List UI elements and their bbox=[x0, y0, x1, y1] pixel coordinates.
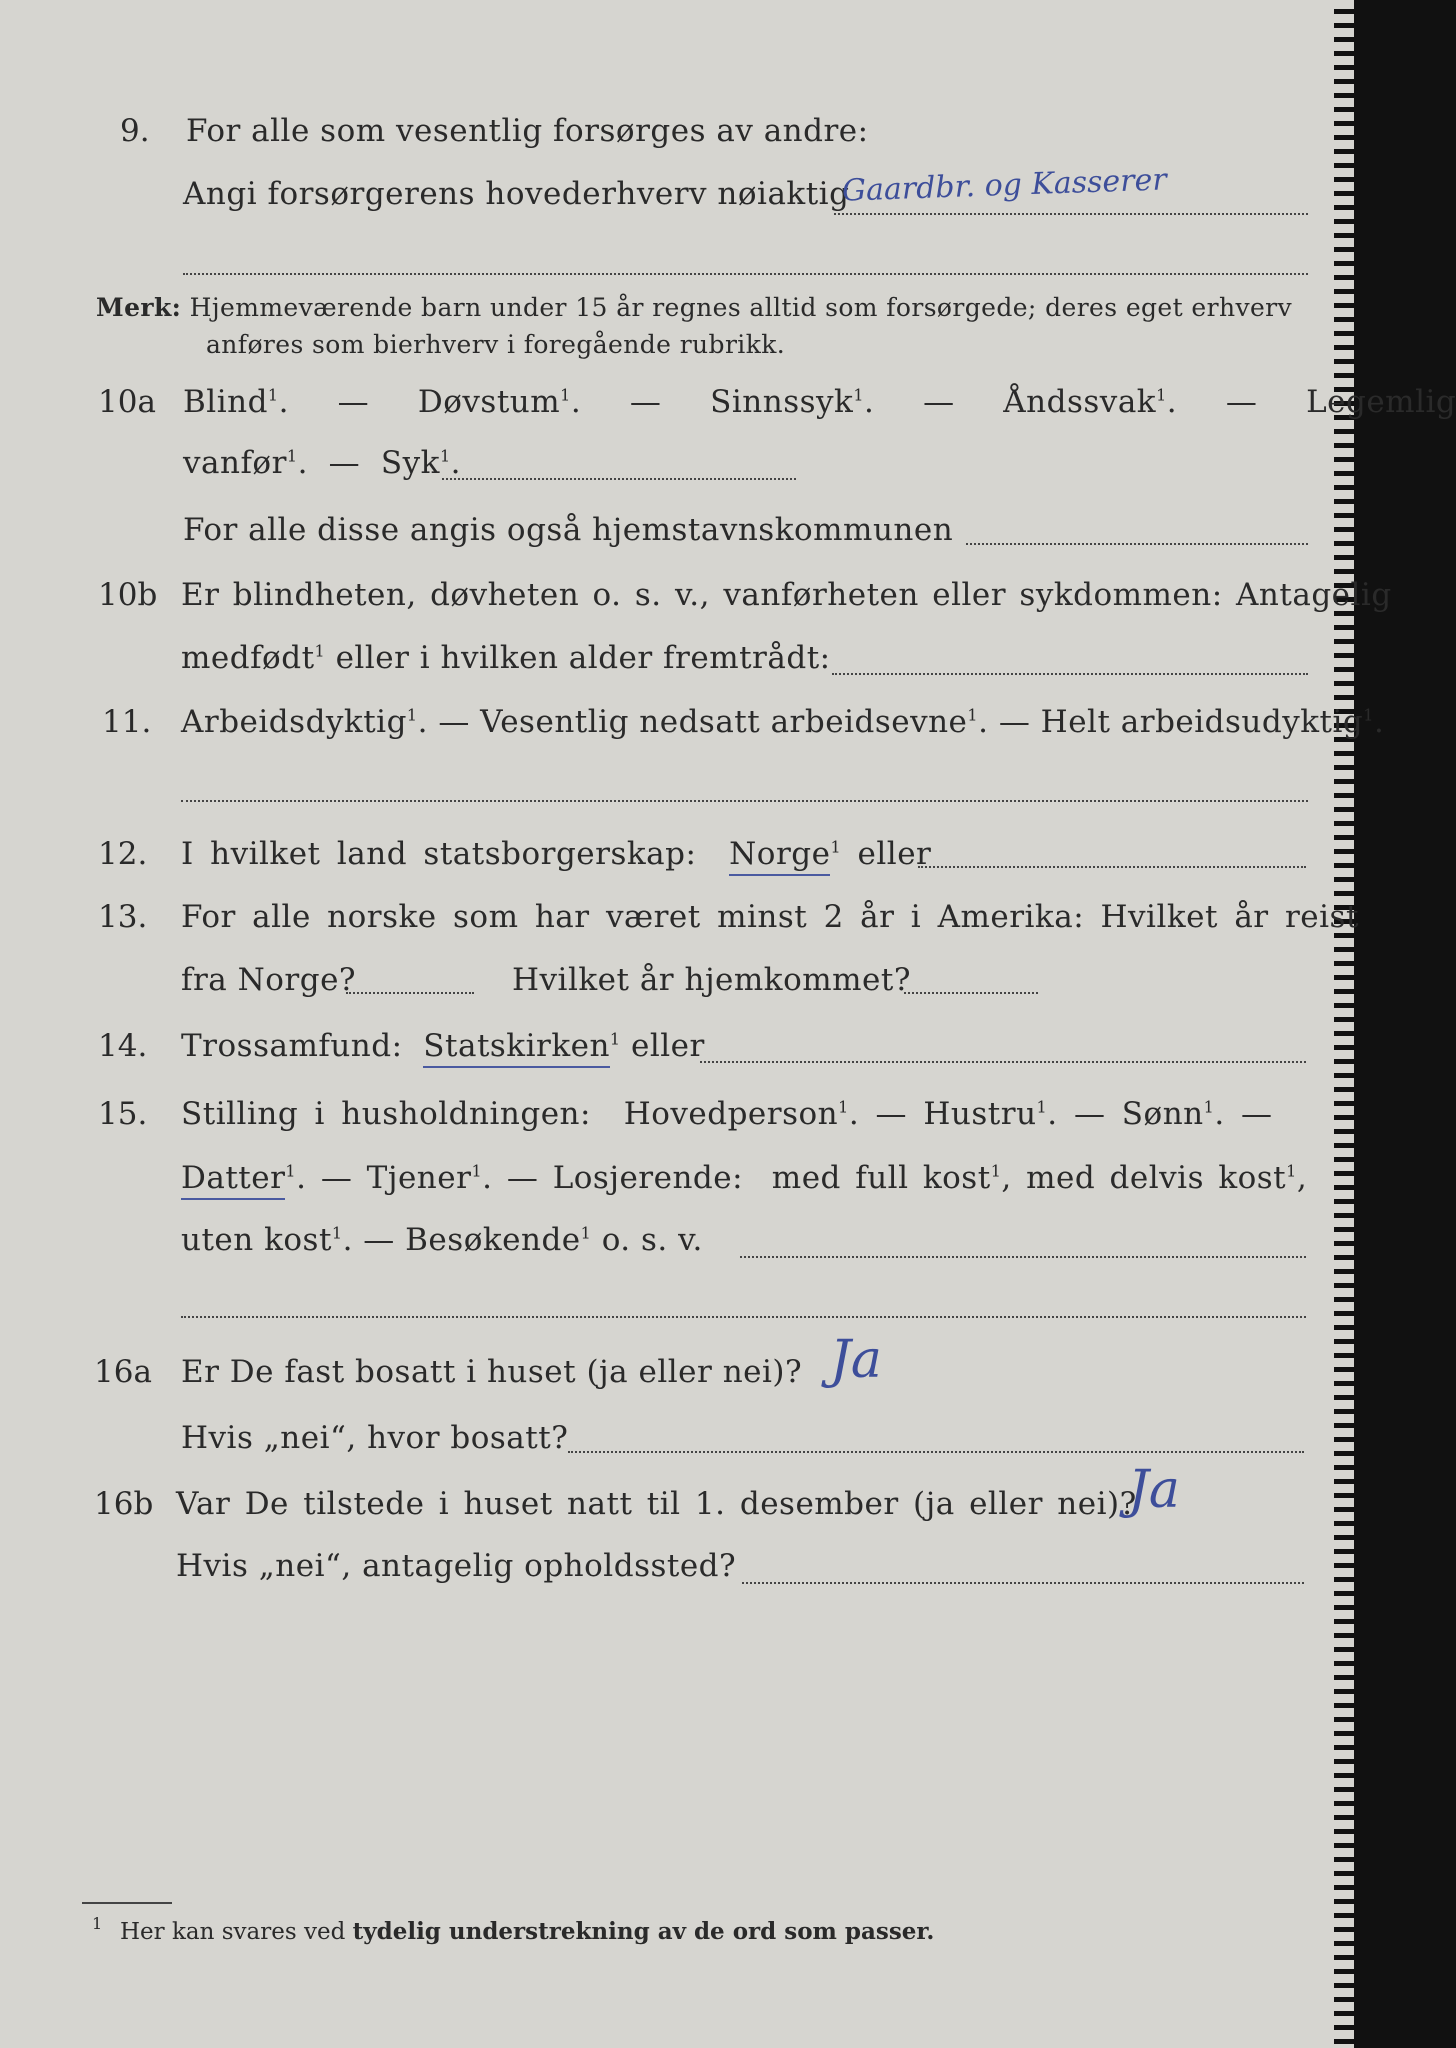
q9-line1: For alle som vesentlig forsørges av andre: bbox=[186, 113, 869, 149]
q10b-number: 10b bbox=[98, 577, 158, 613]
q10a-line2: vanfør$^1$. — Syk$^1$. bbox=[183, 445, 461, 481]
q9-answer-line[interactable] bbox=[834, 213, 1308, 215]
q15-line1: Stilling i husholdningen: Hovedperson$^1$. — Hustru$^1$. — Sønn$^1$. — bbox=[181, 1096, 1273, 1132]
perforated-edge bbox=[1334, 0, 1354, 2048]
q10a-number: 10a bbox=[98, 384, 156, 420]
q13-year-returned-line[interactable] bbox=[904, 992, 1038, 994]
q16b-handwritten-answer: Ja bbox=[1128, 1460, 1180, 1520]
merk-line1 bbox=[96, 293, 1292, 322]
q12-underlined-norge: Norge bbox=[729, 836, 830, 876]
q16b-number: 16b bbox=[94, 1486, 154, 1522]
q11-answer-line[interactable] bbox=[181, 800, 1308, 802]
q16b-line2: Hvis „nei“, antagelig opholdssted? bbox=[176, 1548, 737, 1584]
q16b-line1: Var De tilstede i huset natt til 1. desember (ja eller nei)? bbox=[176, 1486, 1137, 1522]
q16a-line2: Hvis „nei“, hvor bosatt? bbox=[181, 1420, 569, 1456]
merk-label: Merk: bbox=[96, 293, 182, 322]
q16b-answer-line[interactable] bbox=[742, 1582, 1304, 1584]
q15-number: 15. bbox=[98, 1096, 148, 1132]
q15-line3: uten kost$^1$. — Besøkende$^1$ o. s. v. bbox=[181, 1222, 703, 1258]
q13-line2b: Hvilket år hjemkommet? bbox=[512, 962, 911, 998]
q11-line1: Arbeidsdyktig$^1$. — Vesentlig nedsatt arbeidsevne$^1$. — Helt arbeidsudyktig$^1$. bbox=[181, 704, 1385, 740]
q9-extra-line[interactable] bbox=[183, 273, 1308, 275]
q13-line1: For alle norske som har været minst 2 år i Amerika: Hvilket år reist bbox=[181, 899, 1359, 935]
q14-line: Trossamfund: Statskirken$^1$ eller bbox=[181, 1028, 705, 1064]
q16a-number: 16a bbox=[94, 1354, 152, 1390]
q13-number: 13. bbox=[98, 899, 148, 935]
q10b-line2: medfødt$^1$ eller i hvilken alder fremtrådt: bbox=[181, 640, 831, 676]
q15-answer-line[interactable] bbox=[740, 1256, 1306, 1258]
q10a-answer-line[interactable] bbox=[442, 478, 796, 480]
q10b-answer-line[interactable] bbox=[832, 673, 1308, 675]
footnote-marker: 1 bbox=[92, 1914, 103, 1933]
q12-answer-line[interactable] bbox=[918, 866, 1306, 868]
q16a-answer-line[interactable] bbox=[568, 1451, 1304, 1453]
q10a-line3: For alle disse angis også hjemstavnskommunen bbox=[183, 512, 954, 548]
q12-number: 12. bbox=[98, 836, 148, 872]
q15-underlined-datter: Datter bbox=[181, 1160, 285, 1200]
q13-year-left-line[interactable] bbox=[346, 992, 474, 994]
q11-number: 11. bbox=[102, 704, 152, 740]
q16a-handwritten-answer: Ja bbox=[830, 1330, 882, 1390]
q15-line2: Datter$^1$. — Tjener$^1$. — Losjerende: med full kost$^1$, med delvis kost$^1$, bbox=[181, 1160, 1307, 1196]
q14-number: 14. bbox=[98, 1028, 148, 1064]
q9-line2: Angi forsørgerens hovederhverv nøiaktig bbox=[183, 176, 850, 212]
q12-line: I hvilket land statsborgerskap: Norge$^1$ eller bbox=[181, 836, 931, 872]
q15-extra-line[interactable] bbox=[181, 1316, 1306, 1318]
merk-line2: anføres som bierhverv i foregående rubrikk. bbox=[206, 330, 786, 359]
merk-text1: Hjemmeværende barn under 15 år regnes alltid som forsørgede; deres eget erhverv bbox=[189, 293, 1293, 322]
q10a-home-line[interactable] bbox=[966, 543, 1308, 545]
q16a-line1: Er De fast bosatt i huset (ja eller nei)? bbox=[181, 1354, 803, 1390]
q9-number: 9. bbox=[120, 113, 150, 149]
q13-line2a: fra Norge? bbox=[181, 962, 357, 998]
q10b-line1: Er blindheten, døvheten o. s. v., vanførheten eller sykdommen: Antagelig bbox=[181, 577, 1392, 613]
footnote-rule bbox=[82, 1902, 172, 1904]
q9-handwritten-answer: Gaardbr. og Kasserer bbox=[841, 162, 1168, 209]
q14-answer-line[interactable] bbox=[700, 1061, 1306, 1063]
footnote: 1 Her kan svares ved tydelig understrekning av de ord som passer. bbox=[92, 1914, 935, 1945]
q10a-line1: Blind$^1$. — Døvstum$^1$. — Sinnssyk$^1$. — Åndssvak$^1$. — Legemlig bbox=[183, 384, 1456, 420]
q14-underlined-statskirken: Statskirken bbox=[423, 1028, 610, 1068]
